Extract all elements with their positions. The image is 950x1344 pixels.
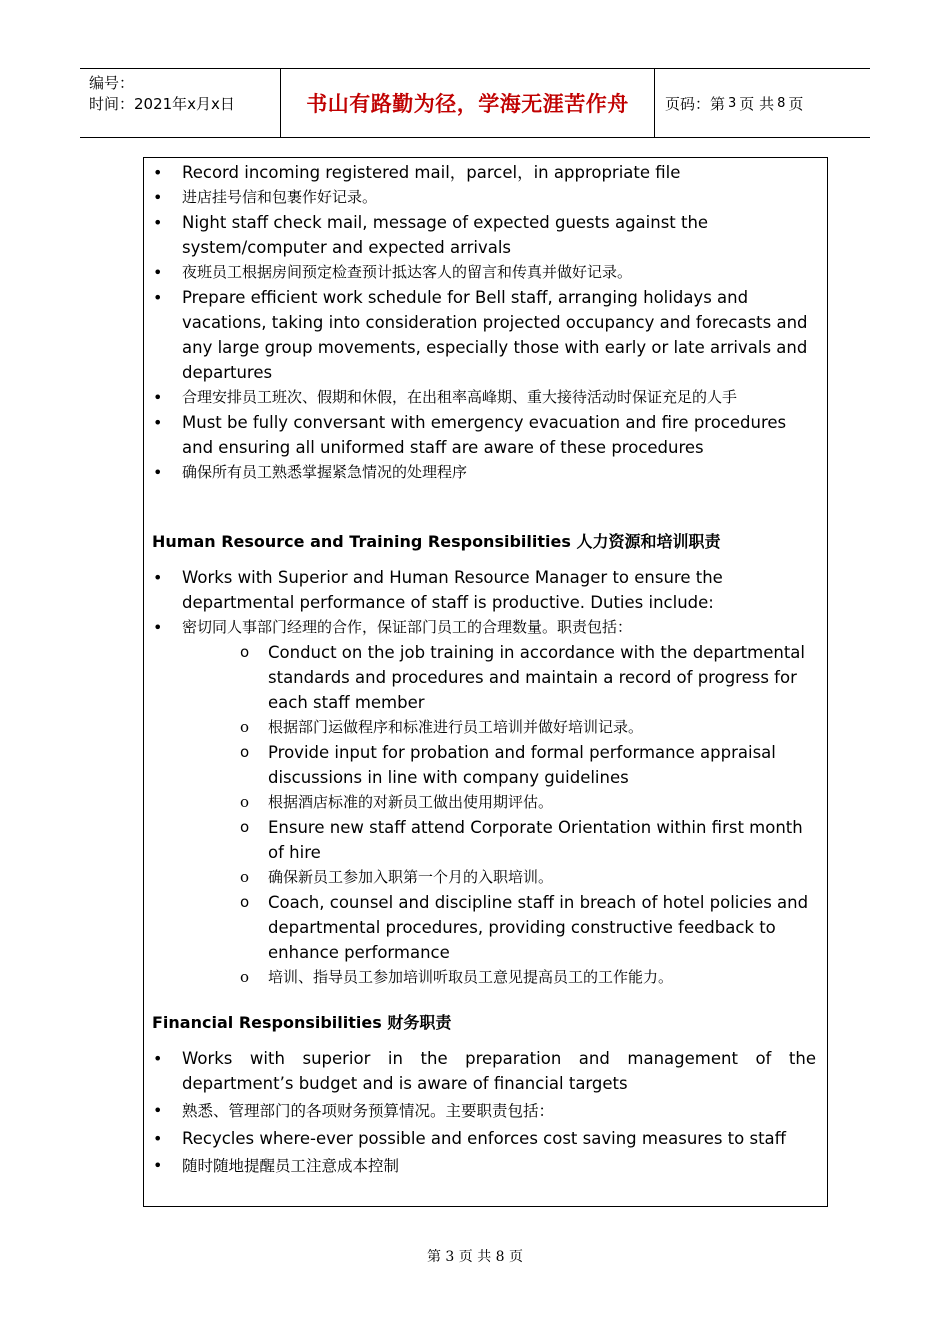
list-item: • Night staff check mail, message of expected guests against the system/computer and expected arrivals xyxy=(152,210,816,260)
list-item: • 密切同人事部门经理的合作，保证部门员工的合理数量。职责包括： xyxy=(152,615,816,640)
sub-list-item: o 根据酒店标准的对新员工做出使用期评估。 xyxy=(152,790,816,815)
date-label: 时间：2021年x月x日 xyxy=(89,95,235,113)
list-item: • 确保所有员工熟悉掌握紧急情况的处理程序 xyxy=(152,460,816,485)
list-item: • 夜班员工根据房间预定检查预计抵达客人的留言和传真并做好记录。 xyxy=(152,260,816,285)
list-item-line: department’s budget and is aware of financial targets xyxy=(182,1074,628,1093)
page-suffix: 页 xyxy=(788,94,804,113)
hr-section-title: Human Resource and Training Responsibilities 人力资源和培训职责 xyxy=(152,532,721,551)
code-label: 编号： xyxy=(89,74,135,92)
list-item: • Works with Superior and Human Resource Manager to ensure the departmental performance of staff is productive. Duties include: xyxy=(152,565,816,615)
content-box xyxy=(143,157,828,1207)
duties-list xyxy=(152,160,816,485)
page-prefix: 页码：第 xyxy=(665,94,726,113)
header-motto: 书山有路勤为径，学海无涯苦作舟 xyxy=(280,69,655,137)
list-item: • Record incoming registered mail，parcel，in appropriate file xyxy=(152,160,816,185)
header-info-cell xyxy=(80,69,280,137)
sub-list-item: o 培训、指导员工参加培训听取员工意见提高员工的工作能力。 xyxy=(152,965,816,990)
list-item: • 熟悉、管理部门的各项财务预算情况。主要职责包括： xyxy=(152,1096,816,1126)
page-current: 3 xyxy=(728,95,737,111)
page-header xyxy=(80,68,870,138)
hr-sub-list xyxy=(152,640,816,990)
sub-list-item: o 根据部门运做程序和标准进行员工培训并做好培训记录。 xyxy=(152,715,816,740)
financial-list xyxy=(152,1046,816,1181)
hr-list xyxy=(152,565,816,640)
financial-section-title: Financial Responsibilities 财务职责 xyxy=(152,1013,452,1032)
sub-list-item: o 确保新员工参加入职第一个月的入职培训。 xyxy=(152,865,816,890)
list-item: • Recycles where-ever possible and enforces cost saving measures to staff xyxy=(152,1126,816,1151)
page-total: 8 xyxy=(777,95,786,111)
sub-list-item: o Provide input for probation and formal performance appraisal discussions in line with company guidelines xyxy=(152,740,816,790)
header-page-info xyxy=(655,69,870,137)
content-body xyxy=(152,160,816,1181)
sub-list-item: o Ensure new staff attend Corporate Orientation within first month of hire xyxy=(152,815,816,865)
list-item-line: • Works with superior in the preparation and management of the xyxy=(182,1049,816,1068)
list-item: • 进店挂号信和包裹作好记录。 xyxy=(152,185,816,210)
sub-list-item: o Conduct on the job training in accordance with the departmental standards and procedures and maintain a record of progress for each staff member xyxy=(152,640,816,715)
list-item xyxy=(152,1046,816,1096)
page-footer: 第 3 页 共 8 页 xyxy=(426,1249,524,1265)
list-item: • 随时随地提醒员工注意成本控制 xyxy=(152,1151,816,1181)
page-mid: 页 共 xyxy=(739,94,775,113)
sub-list-item: o Coach, counsel and discipline staff in breach of hotel policies and departmental procedures, providing constructive feedback to enhance performance xyxy=(152,890,816,965)
list-item: • Prepare efficient work schedule for Bell staff, arranging holidays and vacations, taking into consideration projected occupancy and forecasts and any large group movements, especially those with early or late arrivals and departures xyxy=(152,285,816,385)
list-item: • Must be fully conversant with emergency evacuation and fire procedures and ensuring all uniformed staff are aware of these procedures xyxy=(152,410,816,460)
list-item: • 合理安排员工班次、假期和休假，在出租率高峰期、重大接待活动时保证充足的人手 xyxy=(152,385,816,410)
